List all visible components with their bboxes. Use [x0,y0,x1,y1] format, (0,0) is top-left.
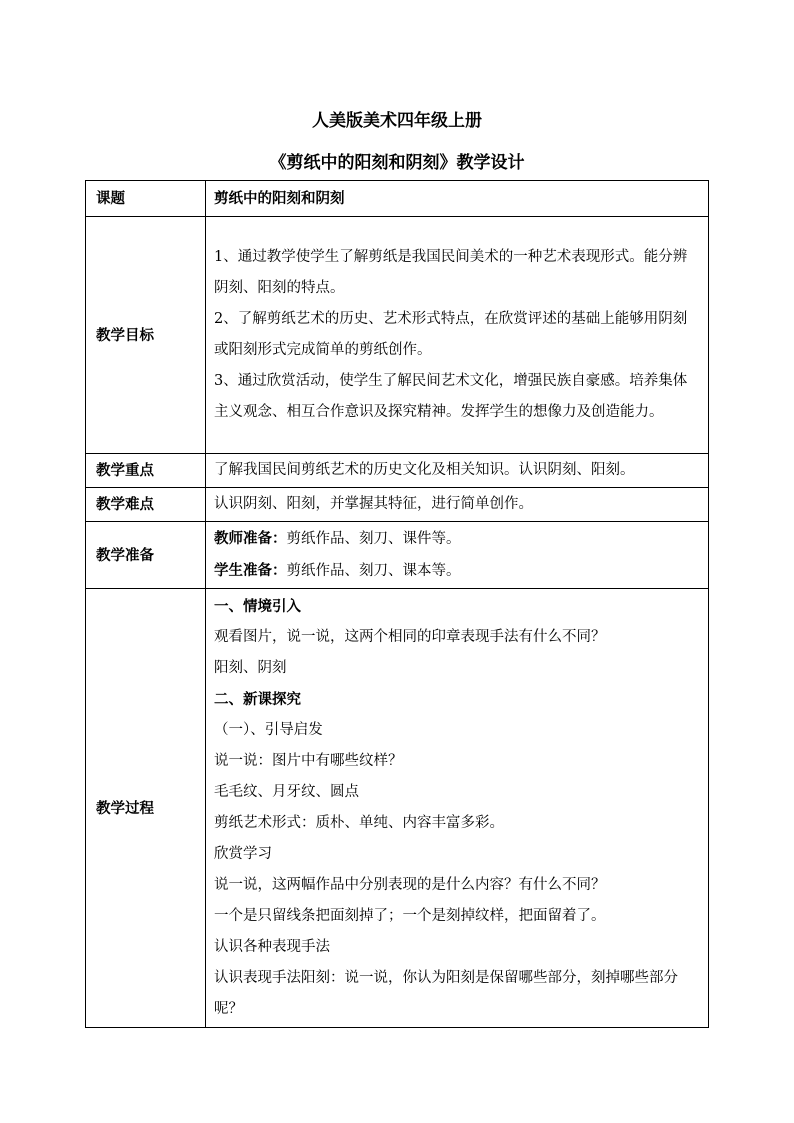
row-label-prep: 教学准备 [86,522,206,589]
table-row-key [86,454,709,488]
process-line: 毛毛纹、月牙纹、圆点 [214,784,359,800]
process-line: 认识表现手法阳刻：说一说，你认为阳刻是保留哪些部分，刻掉哪些部分呢？ [214,970,678,1017]
teacher-prep [214,523,700,555]
process-section-1: 一、情境引入 [214,598,301,615]
row-label-goals: 教学目标 [86,217,206,454]
process-line: 欣赏学习 [214,846,272,862]
table-row-difficulty [86,488,709,522]
lesson-plan-table [85,180,709,1028]
difficulty-value: 认识阴刻、阳刻，并掌握其特征，进行简单创作。 [206,488,709,522]
table-row-process [86,589,709,1028]
process-line: （一）、引导启发 [214,722,323,738]
process-section-2: 二、新课探究 [214,691,301,708]
row-label-process: 教学过程 [86,589,206,1028]
process-line: 观看图片，说一说，这两个相同的印章表现手法有什么不同？ [214,629,606,645]
table-row-topic [86,181,709,217]
row-label-key: 教学重点 [86,454,206,488]
process-line: 认识各种表现手法 [214,939,330,955]
process-line: 说一说，这两幅作品中分别表现的是什么内容？有什么不同？ [214,877,606,893]
process-line: 阳刻、阴刻 [214,660,287,676]
document-title: 人美版美术四年级上册 [312,111,482,131]
goal-item-2: 2、了解剪纸艺术的历史、艺术形式特点，在欣赏评述的基础上能够用阴刻或阳刻形式完成简单的剪纸创作。 [214,311,688,358]
topic-value: 剪纸中的阳刻和阴刻 [206,181,709,217]
process-line: 剪纸艺术形式：质朴、单纯、内容丰富多彩。 [214,815,504,831]
process-line: 说一说：图片中有哪些纹样？ [214,753,403,769]
key-value: 了解我国民间剪纸艺术的历史文化及相关知识。认识阴刻、阳刻。 [206,454,709,488]
row-label-topic: 课题 [86,181,206,217]
table-row-goals [86,217,709,454]
student-prep [214,555,700,587]
process-line: 一个是只留线条把面刻掉了；一个是刻掉纹样，把面留着了。 [214,908,606,924]
goals-content [206,217,709,454]
goal-item-1: 1、通过教学使学生了解剪纸是我国民间美术的一种艺术表现形式。能分辨阴刻、阳刻的特点。 [214,249,688,296]
row-label-difficulty: 教学难点 [86,488,206,522]
goal-item-3: 3、通过欣赏活动，使学生了解民间艺术文化，增强民族自豪感。培养集体主义观念、相互合作意识及探究精神。发挥学生的想像力及创造能力。 [214,373,688,420]
teacher-prep-label: 教师准备： [214,530,287,547]
prep-content [206,522,709,589]
process-content [206,589,709,1028]
student-prep-value: 剪纸作品、刻刀、课本等。 [286,563,461,579]
table-row-prep [86,522,709,589]
document-subtitle: 《剪纸中的阳刻和阴刻》教学设计 [269,153,525,173]
teacher-prep-value: 剪纸作品、刻刀、课件等。 [286,531,461,547]
student-prep-label: 学生准备： [214,562,287,579]
